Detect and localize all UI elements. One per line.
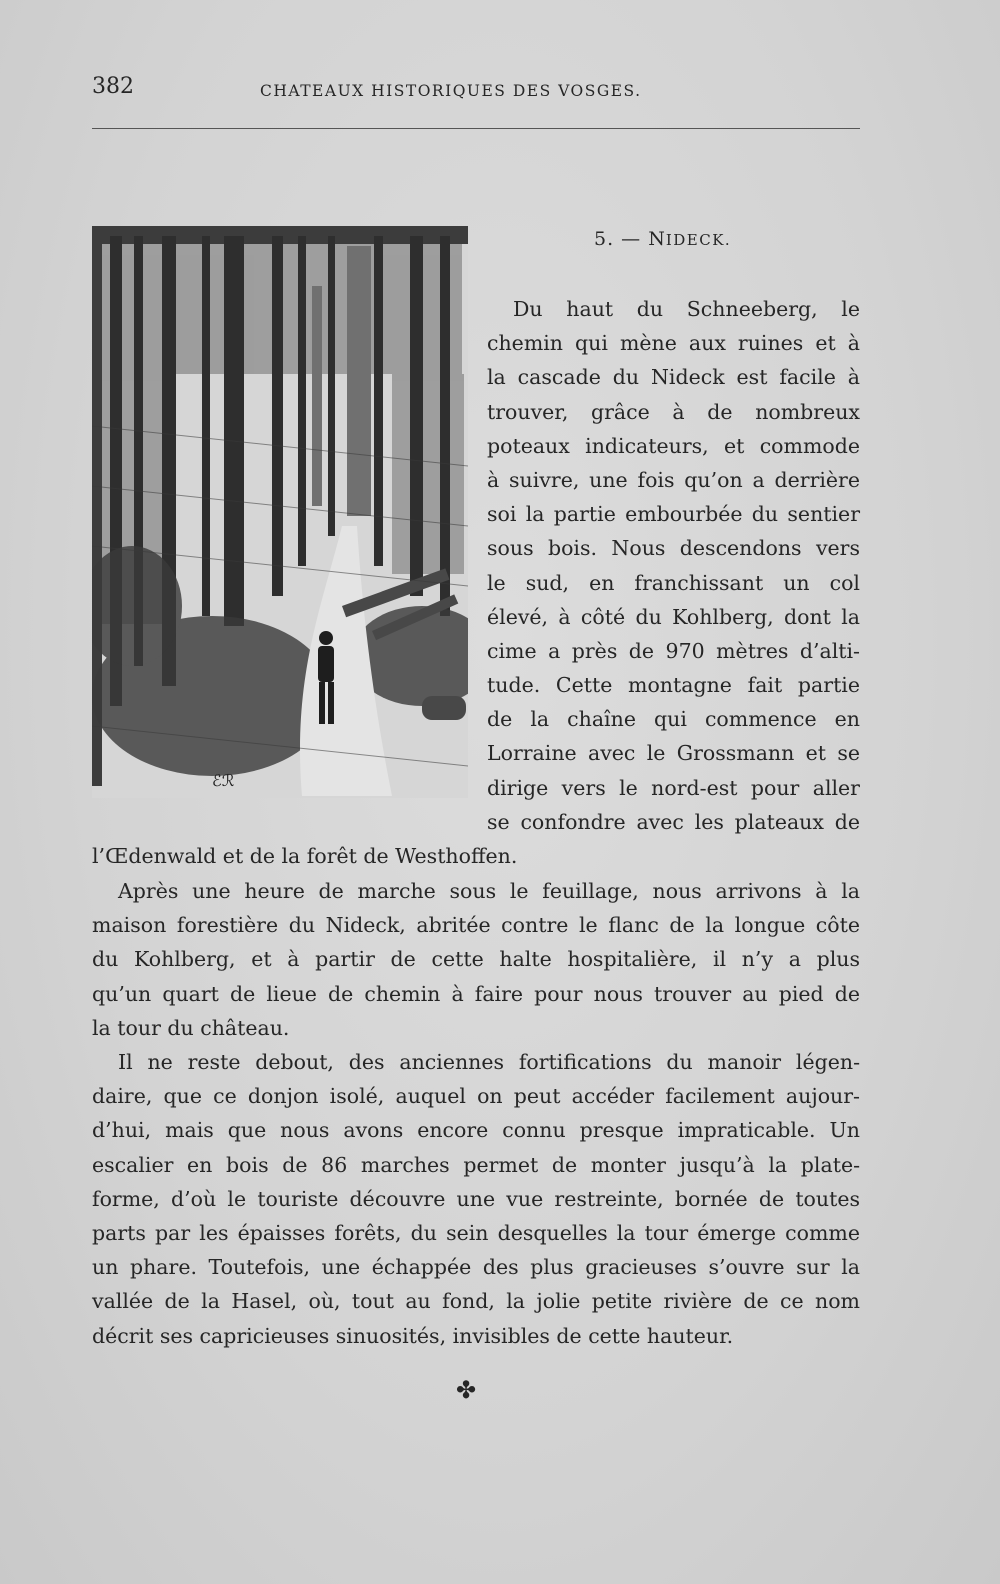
text-line: Il ne reste debout, des anciennes fortifications du manoir légen- — [118, 1050, 860, 1074]
text-line: dirige vers le nord-est pour aller — [487, 775, 860, 800]
text-line: de la chaîne qui commence en — [487, 707, 860, 732]
text-line: la tour du château. — [92, 1015, 290, 1040]
paragraph-3 — [92, 1045, 860, 1353]
header-rule — [92, 128, 860, 129]
end-ornament-icon: ✤ — [456, 1376, 477, 1404]
text-line: cime a près de 970 mètres d’alti- — [487, 638, 860, 663]
section-title-rest: IDECK. — [665, 231, 732, 249]
text-line: l’Œdenwald et de la forêt de Westhoffen. — [92, 844, 518, 868]
section-heading — [594, 228, 731, 250]
text-line: décrit ses capricieuses sinuosités, invisibles de cette hauteur. — [92, 1323, 734, 1348]
text-line: maison forestière du Nideck, abritée contre le flanc de la longue côte — [92, 913, 860, 938]
text-line: le sud, en franchissant un col — [487, 570, 860, 595]
text-line: Après une heure de marche sous le feuillage, nous arrivons à la — [118, 879, 860, 903]
text-line: élevé, à côté du Kohlberg, dont la — [487, 604, 860, 629]
text-line: poteaux indicateurs, et commode — [487, 433, 860, 458]
forest-path-engraving — [92, 226, 468, 798]
page-number: 382 — [92, 74, 134, 99]
text-line: Du haut du Schneeberg, le — [513, 297, 860, 321]
text-line: qu’un quart de lieue de chemin à faire pour nous trouver au pied de — [92, 981, 860, 1006]
text-line: parts par les épaisses forêts, du sein desquelles la tour émerge comme — [92, 1220, 860, 1245]
text-line: soi la partie embourbée du sentier — [487, 502, 860, 527]
text-line: du Kohlberg, et à partir de cette halte hospitalière, il n’y a plus — [92, 947, 860, 972]
section-number: 5. — — [594, 228, 642, 250]
text-line: vallée de la Hasel, où, tout au fond, la jolie petite rivière de ce nom — [92, 1289, 860, 1314]
text-line: un phare. Toutefois, une échappée des plus gracieuses s’ouvre sur la — [92, 1255, 860, 1280]
text-line: sous bois. Nous descendons vers — [487, 536, 860, 561]
text-line: à suivre, une fois qu’on a derrière — [487, 467, 860, 492]
text-line: trouver, grâce à de nombreux — [487, 399, 860, 424]
section-title-initial: N — [648, 228, 666, 250]
text-line: la cascade du Nideck est facile à — [487, 365, 860, 390]
text-line: Lorraine avec le Grossmann et se — [487, 741, 860, 766]
running-title: CHATEAUX HISTORIQUES DES VOSGES. — [260, 82, 642, 100]
text-line: daire, que ce donjon isolé, auquel on peut accéder facilement aujour- — [92, 1084, 860, 1109]
page-header — [90, 74, 860, 104]
text-line: chemin qui mène aux ruines et à — [487, 331, 860, 356]
text-line: forme, d’où le touriste découvre une vue restreinte, bornée de toutes — [92, 1186, 860, 1211]
artist-signature: ℰℛ — [212, 771, 235, 790]
paragraph-1-tail — [92, 839, 860, 873]
text-line: escalier en bois de 86 marches permet de monter jusqu’à la plate- — [92, 1152, 860, 1177]
paragraph-2 — [92, 874, 860, 1045]
text-line: se confondre avec les plateaux de — [487, 809, 860, 834]
text-line: tude. Cette montagne fait partie — [487, 673, 860, 698]
text-line: d’hui, mais que nous avons encore connu presque impraticable. Un — [92, 1118, 860, 1143]
paragraph-1-wrapped — [487, 292, 860, 839]
